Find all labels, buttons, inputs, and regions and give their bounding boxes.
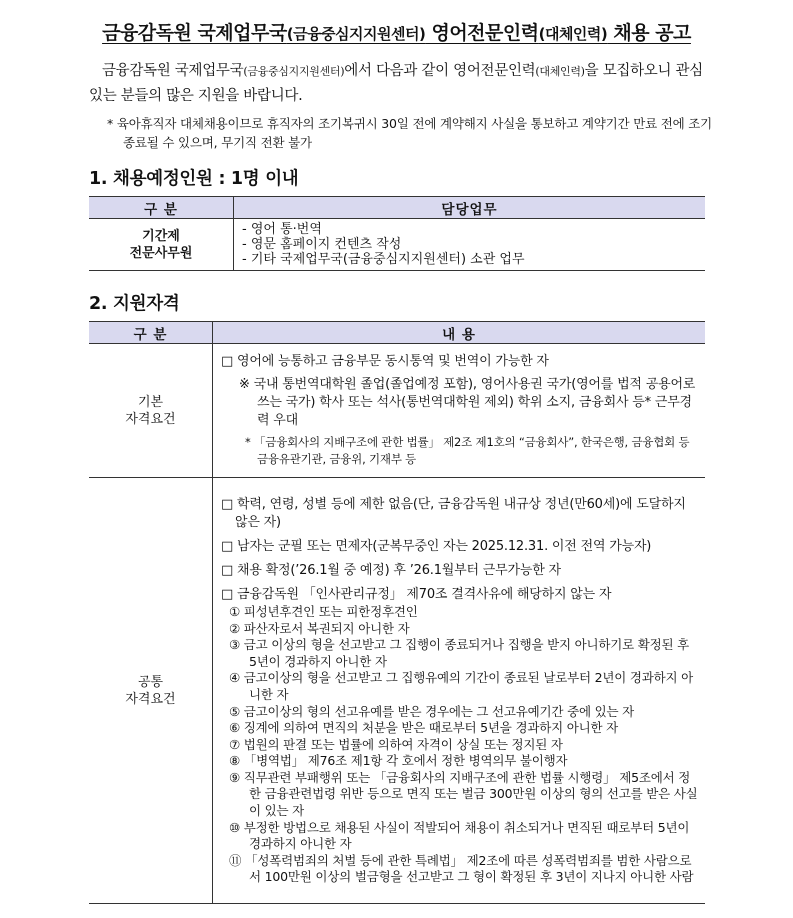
disqualification-item: ⑪ 「성폭력범죄의 처벌 등에 관한 특례법」 제2조에 따른 성폭력범죄를 범한 사람으로서 100만원 이상의 벌금형을 선고받고 그 형이 확정된 후 3년이 지나지 아니한 사람 bbox=[229, 852, 694, 885]
duty-item: - 기타 국제업무국(금융중심지지원센터) 소관 업무 bbox=[242, 252, 525, 267]
basic-content-cell bbox=[213, 344, 706, 478]
duty-item: - 영문 홈페이지 컨텐츠 작성 bbox=[242, 237, 402, 252]
page-title bbox=[89, 18, 704, 45]
col-content-header: 내 용 bbox=[213, 322, 706, 344]
intro-text-e: 을 모집하오니 관심있는 분들의 많은 지원을 바랍니다. bbox=[89, 63, 703, 104]
intro-text-c: 에서 다음과 같이 영어전문인력 bbox=[344, 63, 536, 79]
title-announcement: 채용 공고 bbox=[607, 22, 691, 44]
col-category-header: 구 분 bbox=[89, 322, 213, 344]
disqualification-item: ③ 금고 이상의 형을 선고받고 그 집행이 종료되거나 집행을 받지 아니하기로 확정된 후 5년이 경과하지 아니한 자 bbox=[229, 637, 690, 669]
intro-text-a: 금융감독원 국제업무국 bbox=[101, 63, 244, 79]
common-category-cell bbox=[89, 478, 213, 904]
disqualification-item: ⑩ 부정한 방법으로 채용된 사실이 적발되어 채용이 취소되거나 면직된 때로부터 5년이 경과하지 아니한 자 bbox=[229, 819, 690, 852]
col-duty-header: 담당업무 bbox=[234, 197, 706, 219]
disqualification-item: ④ 금고이상의 형을 선고받고 그 집행유예의 기간이 종료된 날로부터 2년이 경과하지 아니한 자 bbox=[229, 670, 694, 702]
common-requirement: □ 채용 확정(’26.1월 중 예정) 후 ’26.1월부터 근무가능한 자 bbox=[221, 562, 561, 578]
notice-note: * 육아휴직자 대체채용이므로 휴직자의 조기복귀시 30일 전에 계약해지 사실을 통보하고 계약기간 만료 전에 조기종료될 수 있으며, 무기직 전환 불가 bbox=[107, 116, 712, 150]
common-label2: 자격요건 bbox=[125, 691, 176, 707]
qualification-table bbox=[89, 321, 705, 904]
disqualification-item: ② 파산자로서 복권되지 아니한 자 bbox=[229, 620, 410, 636]
disqualification-item: ⑥ 징계에 의하여 면직의 처분을 받은 때로부터 5년을 경과하지 아니한 자 bbox=[229, 720, 618, 736]
disqualification-item: ⑧ 「병역법」 제76조 제1항 각 호에서 정한 병역의무 불이행자 bbox=[229, 753, 568, 769]
disqualification-item: ⑤ 금고이상의 형의 선고유예를 받은 경우에는 그 선고유예기간 중에 있는 자 bbox=[229, 703, 634, 719]
footnote: * 「금융회사의 지배구조에 관한 법률」 제2조 제1호의 “금융회사”, 한국은행, 금융협회 등 금융유관기관, 금융위, 기재부 등 bbox=[245, 435, 690, 466]
duty-item: - 영어 통·번역 bbox=[242, 222, 322, 237]
title-position: 영어전문인력 bbox=[425, 22, 539, 44]
disqualification-item: ⑦ 법원의 판결 또는 법률에 의하여 자격이 상실 또는 정지된 자 bbox=[229, 736, 563, 752]
title-replacement: (대체인력) bbox=[538, 25, 608, 43]
section2-heading: 2. 지원자격 bbox=[89, 294, 180, 314]
common-label1: 공통 bbox=[137, 674, 164, 690]
intro-text-b: (금융중심지지원센터) bbox=[243, 65, 345, 78]
common-content-cell bbox=[213, 478, 706, 904]
category-cell bbox=[89, 219, 234, 271]
common-requirement: □ 남자는 군필 또는 면제자(군복무중인 자는 2025.12.31. 이전 전역 가능자) bbox=[221, 538, 652, 554]
disqualification-item: ⑨ 직무관련 부패행위 또는 「금융회사의 지배구조에 관한 법률 시행령」 제5조에서 정한 금융관련법령 위반 등으로 면직 또는 벌금 300만원 이상의 형의 선고를 받은 사실이 있는 자 bbox=[229, 769, 698, 819]
duty-cell bbox=[234, 219, 706, 271]
category-line2: 전문사무원 bbox=[129, 245, 193, 261]
section1-heading: 1. 채용예정인원 : 1명 이내 bbox=[89, 169, 299, 189]
intro-text-d: (대체인력) bbox=[535, 65, 585, 78]
disqualification-item: ① 피성년후견인 또는 피한정후견인 bbox=[229, 603, 418, 619]
preferred-note: ※ 국내 통번역대학원 졸업(졸업예정 포함), 영어사용권 국가(영어를 법적 공용어로 쓰는 국가) 학사 또는 석사(통번역대학원 제외) 학위 소지, 금융회사 등* 근무경력 우대 bbox=[239, 377, 696, 428]
common-requirement: □ 금융감독원 「인사관리규정」 제70조 결격사유에 해당하지 않는 자 bbox=[221, 586, 612, 602]
basic-label1: 기본 bbox=[137, 394, 164, 410]
basic-category-cell bbox=[89, 344, 213, 478]
title-main: 금융감독원 국제업무국 bbox=[102, 22, 287, 44]
common-requirement: □ 학력, 연령, 성별 등에 제한 없음(단, 금융감독원 내규상 정년(만60세)에 도달하지 않은 자) bbox=[221, 496, 686, 530]
recruitment-table bbox=[89, 196, 705, 271]
intro-paragraph bbox=[89, 59, 705, 108]
col-category-header: 구 분 bbox=[89, 197, 234, 219]
basic-requirement: □ 영어에 능통하고 금융부문 동시통역 및 번역이 가능한 자 bbox=[221, 354, 549, 369]
basic-label2: 자격요건 bbox=[125, 411, 176, 427]
title-department: (금융중심지지원센터) bbox=[286, 25, 426, 43]
category-line1: 기간제 bbox=[142, 228, 180, 244]
